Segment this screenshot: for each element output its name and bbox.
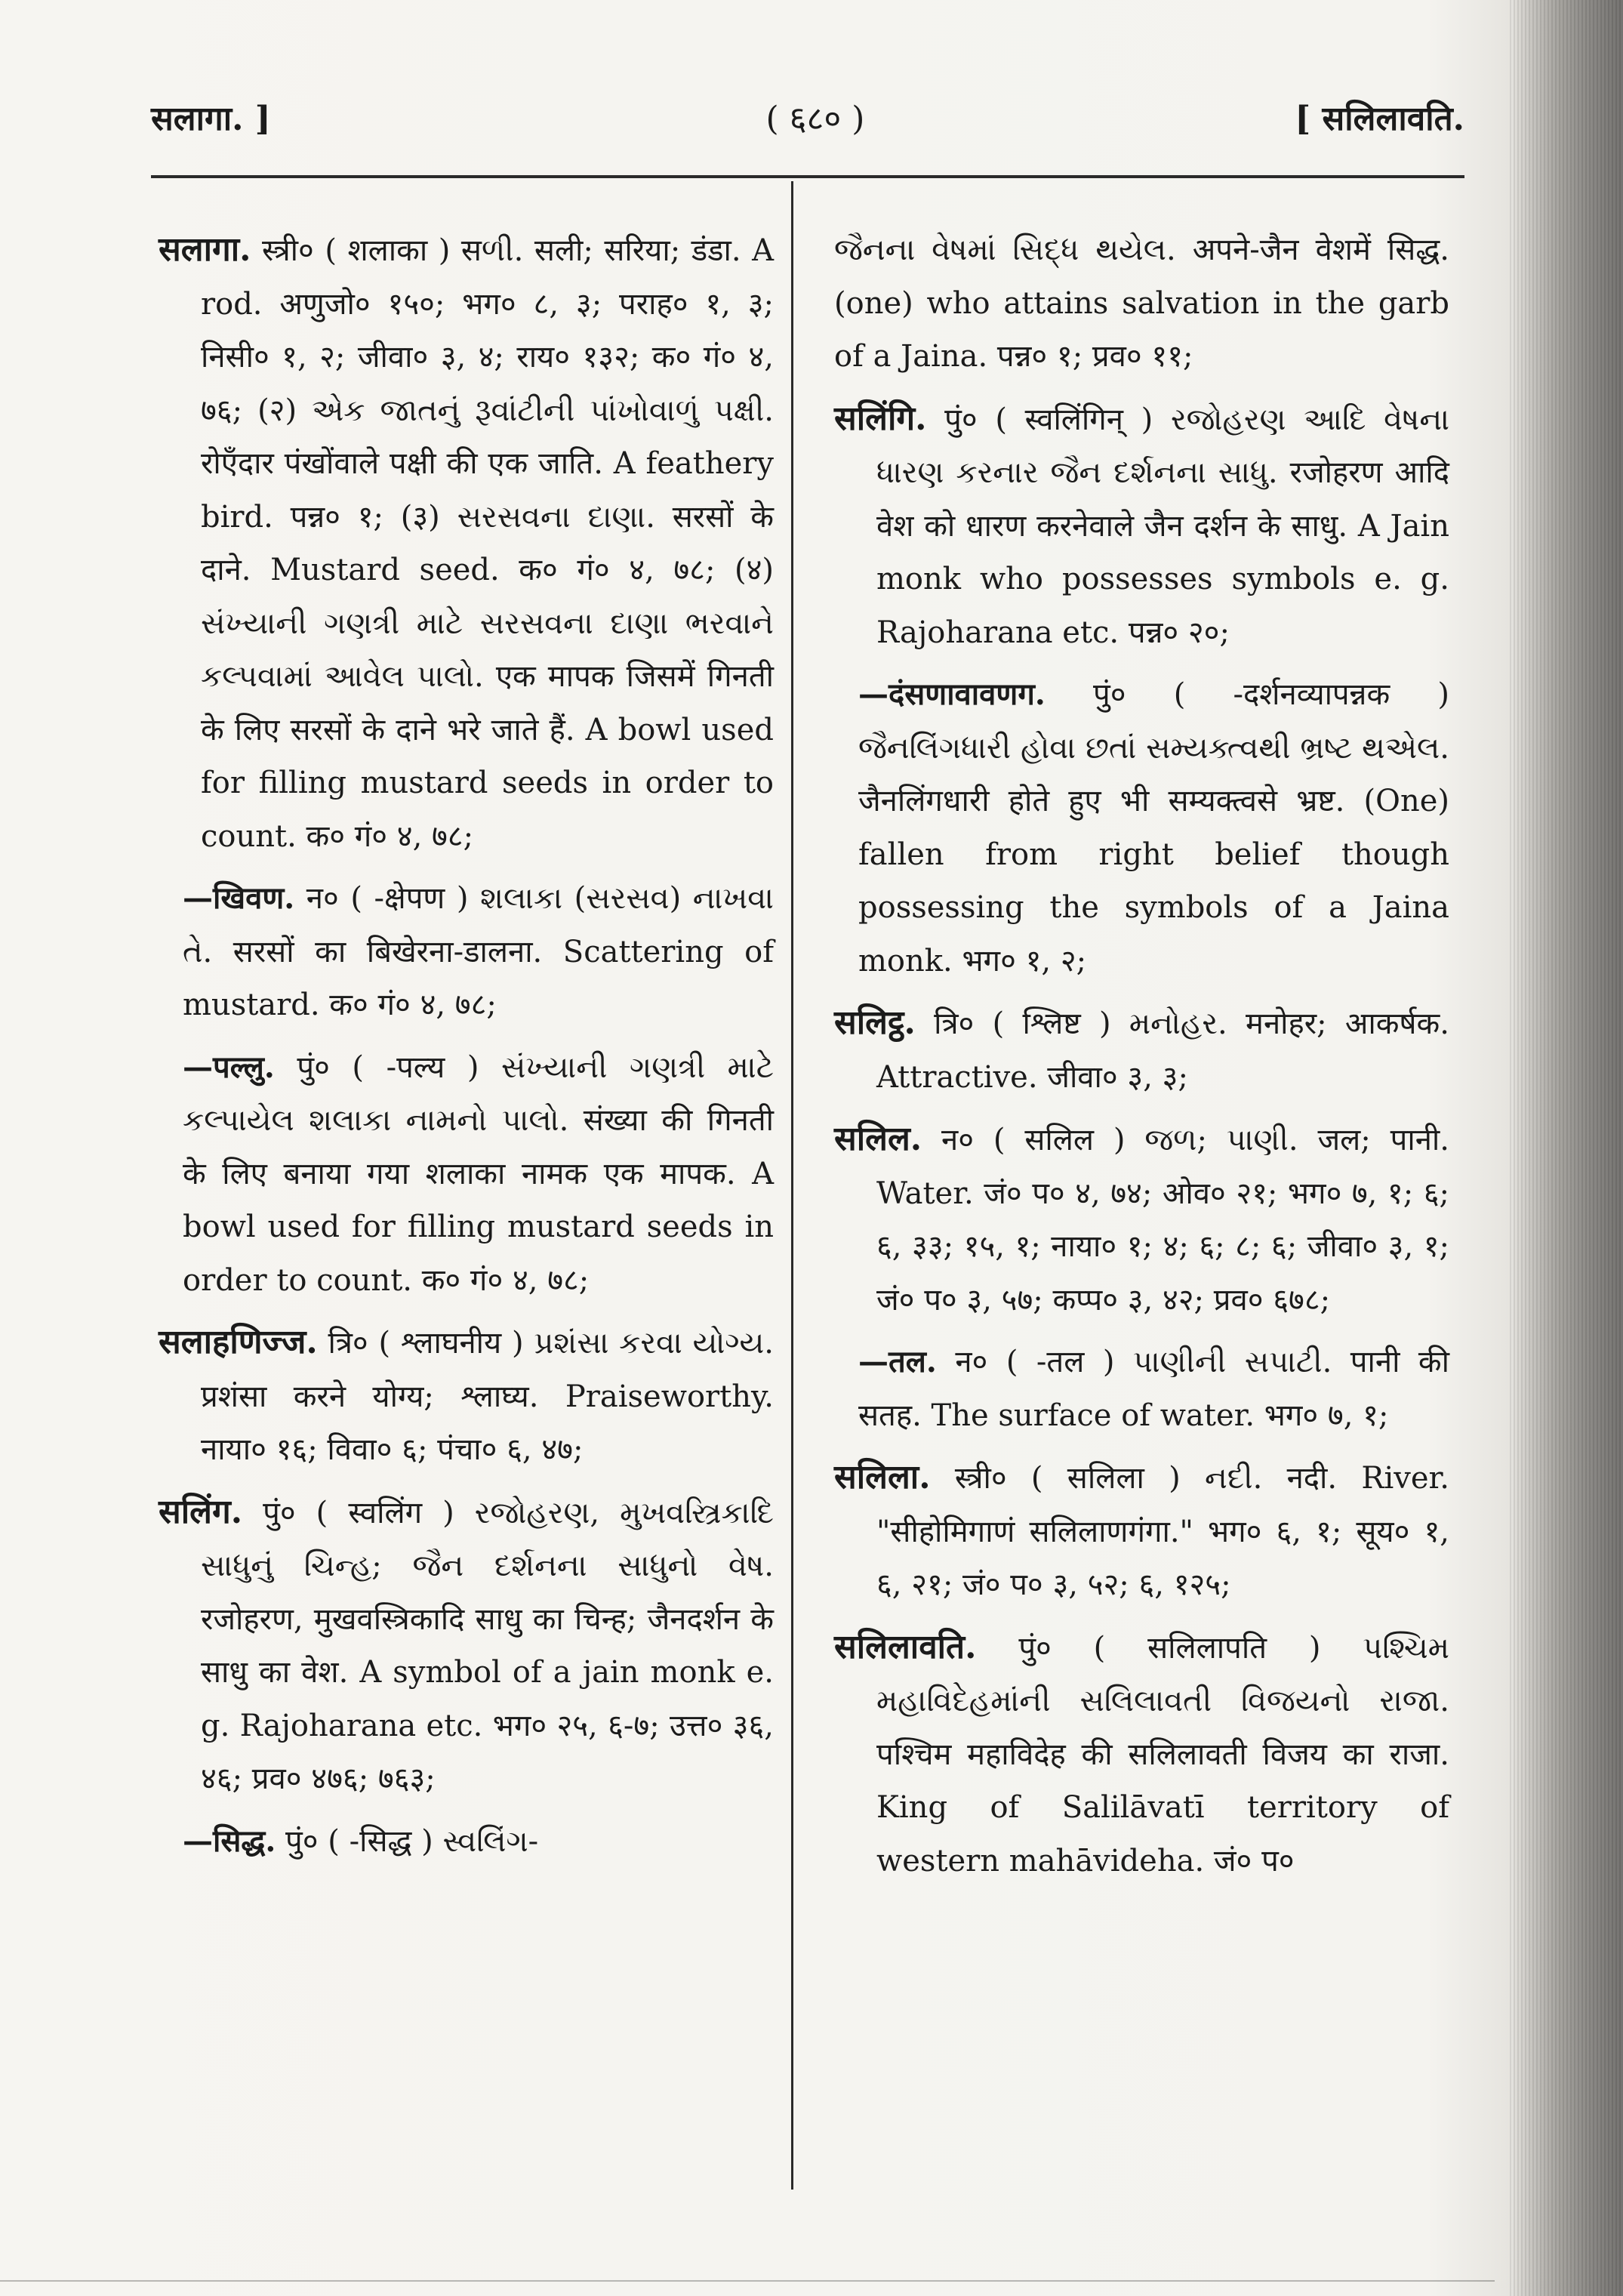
- column-divider: [791, 181, 793, 2190]
- entry-text: त्रि० ( श्लाघनीय ) પ્રશંસા કરવા યોગ્ય. प्रशंसा करने योग्य; श्लाघ्य. Praiseworthy. नाया० १६; विवा० ६; पंचा० ६, ४७;: [201, 1326, 774, 1467]
- page-number: ( ६८० ): [765, 100, 865, 138]
- dictionary-entry: [834, 1113, 1449, 1327]
- continuation-text: જૈનના વેષમાં સિદ્ધ થયેલ. अपने-जैन वेशमें सिद्ध. (one) who attains salvation in the garb of a Jaina. पन्न० १; प्रव० ११;: [834, 233, 1449, 374]
- header-left-headword: सलागा. ]: [151, 100, 271, 138]
- bottom-scan-line: [0, 2280, 1495, 2282]
- subentry-headword: —खिवण.: [183, 880, 295, 916]
- dictionary-subentry: [159, 1815, 774, 1869]
- scan-shadow-edge: [1510, 0, 1623, 2296]
- entry-text: पुं० ( सलिलापति ) પશ્ચિમ મહાવિદેહમાંની સલિલાવતી વિજયનો રાજા. पश्चिम महाविदेह की सलिलावती विजय का राजा. King of Salilāvatī territory of western mahāvideha. जं० प०: [876, 1630, 1449, 1878]
- entry-text: पुं० ( स्वलिंग ) રજોહરણ, મુખવસ્ત્રિકાદિ સાધુનું ચિન્હ; જૈન દર્શનના સાધુનો વેષ. रजोहरण, मुखवस्त्रिकादि साधु का चिन्ह; जैनदर्शन के साधु का वेश. A symbol of a jain monk e. g. Rajoharana etc. भग० २५, ६-७; उत्त० ३६, ४६; प्रव० ४७६; ७६३;: [201, 1495, 774, 1796]
- dictionary-entry: [159, 1486, 774, 1806]
- entry-headword: सलिलावति.: [834, 1627, 977, 1666]
- entry-headword: सलिट्ठ.: [834, 1003, 916, 1042]
- entry-headword: सलिंगि.: [834, 399, 927, 438]
- entry-headword: सलागा.: [159, 230, 251, 269]
- dictionary-subentry: [834, 668, 1449, 988]
- subentry-text: पुं० ( -सिद्ध ) સ્વલિંગ-: [285, 1823, 539, 1859]
- dictionary-entry: [834, 1621, 1449, 1888]
- entry-text: स्त्री० ( सलिला ) નદી. नदी. River. "सीहोमिगाणं सलिलाणगंगा." भग० ६, १; सूय० १, ६, २१; जं० प० ३, ५२; ६, १२५;: [876, 1461, 1449, 1602]
- dictionary-entry: [159, 223, 774, 863]
- entry-text: त्रि० ( श्लिष्ट ) મનોહર. मनोहर; आकर्षक. Attractive. जीवा० ३, ३;: [876, 1006, 1449, 1095]
- subentry-text: पुं० ( -पल्य ) સંખ્યાની ગણત્રી માટે કલ્પાયેલ શલાકા નામનો પાલો. संख्या की गिनती के लिए बनाया गया शलाका नामक एक मापक. A bowl used for filling mustard seeds in order to count. क० गं० ४, ७८;: [183, 1049, 774, 1298]
- entry-text: पुं० ( स्वलिंगिन् ) રજોહરણ આદિ વેષના ધારણ કરનાર જૈન દર્શનના સાધુ. रजोहरण आदि वेश को धारण करनेवाले जैन दर्शन के साधु. A Jain monk who possesses symbols e. g. Rajoharana etc. पन्न० २०;: [876, 402, 1450, 650]
- entry-headword: सलिंग.: [159, 1492, 243, 1531]
- dictionary-subentry: [834, 1336, 1449, 1442]
- dictionary-entry: [834, 393, 1449, 660]
- continued-text: [834, 223, 1449, 384]
- entry-headword: सलिला.: [834, 1458, 931, 1496]
- page-header: [151, 94, 1464, 155]
- entry-text: स्त्री० ( शलाका ) सળી. सली; सरिया; डंडा. A rod. अणुजो० १५०; भग० ८, ३; पराह० १, ३; निसी० १, २; जीवा० ३, ४; राय० १३२; क० गं० ४, ७६; (२) એક જાતનું રૂવાંટીની પાંખોવાળું પક્ષી. रोएँदार पंखोंवाले पक्षी की एक जाति. A feathery bird. पन्न० १; (३) સરસવના દાણા. सरसों के दाने. Mustard seed. क० गं० ४, ७८; (४) સંખ્યાની ગણત્રી માટે સરસવના દાણા ભરવાને કલ્પવામાં આવેલ પાલો. एक मापक जिसमें गिनती के लिए सरसों के दाने भरे जाते हैं. A bowl used for filling mustard seeds in order to count. क० गं० ४, ७८;: [201, 233, 774, 854]
- entry-text: न० ( सलिल ) જળ; પાણી. जल; पानी. Water. जं० प० ४, ७४; ओव० २१; भग० ७, १; ६; ६, ३३; १५, १; नाया० १; ४; ६; ८; ६; जीवा० ३, १; जं० प० ३, ५७; कप्प० ३, ४२; प्रव० ६७८;: [876, 1123, 1449, 1318]
- header-right-headword: [ सलिलावति.: [1295, 100, 1464, 138]
- dictionary-entry: [834, 997, 1449, 1104]
- dictionary-subentry: [159, 1041, 774, 1308]
- subentry-text: न० ( -तल ) પાણીની સપાટી. पानी की सतह. The surface of water. भग० ७, १;: [858, 1345, 1449, 1433]
- entry-headword: सलिल.: [834, 1120, 922, 1158]
- subentry-headword: —दंसणावावणग.: [858, 676, 1046, 712]
- subentry-text: पुं० ( -दर्शनव्यापन्नक ) જૈનલિંગધારી હોવા છતાં સમ્યક્ત્વથી ભ્રષ્ટ થએલ. जैनलिंगधारी होते हुए भी सम्यक्त्वसे भ्रष्ट. (One) fallen from right belief though possessing the symbols of a Jaina monk. भग० १, २;: [858, 677, 1449, 978]
- dictionary-entry: [834, 1451, 1449, 1612]
- subentry-headword: —सिद्ध.: [183, 1823, 276, 1859]
- left-column: [159, 223, 774, 1877]
- header-rule: [151, 175, 1464, 178]
- dictionary-subentry: [159, 872, 774, 1032]
- right-column: [834, 223, 1449, 1897]
- entry-headword: सलाहणिज्ज.: [159, 1323, 318, 1361]
- subentry-headword: —तल.: [858, 1344, 937, 1379]
- dictionary-entry: [159, 1316, 774, 1477]
- subentry-text: न० ( -क्षेपण ) શલાકા (સરસવ) નાખવા તે. सरसों का बिखेरना-डालना. Scattering of mustard. क० गं० ४, ७८;: [183, 881, 774, 1022]
- subentry-headword: —पल्लु.: [183, 1049, 275, 1085]
